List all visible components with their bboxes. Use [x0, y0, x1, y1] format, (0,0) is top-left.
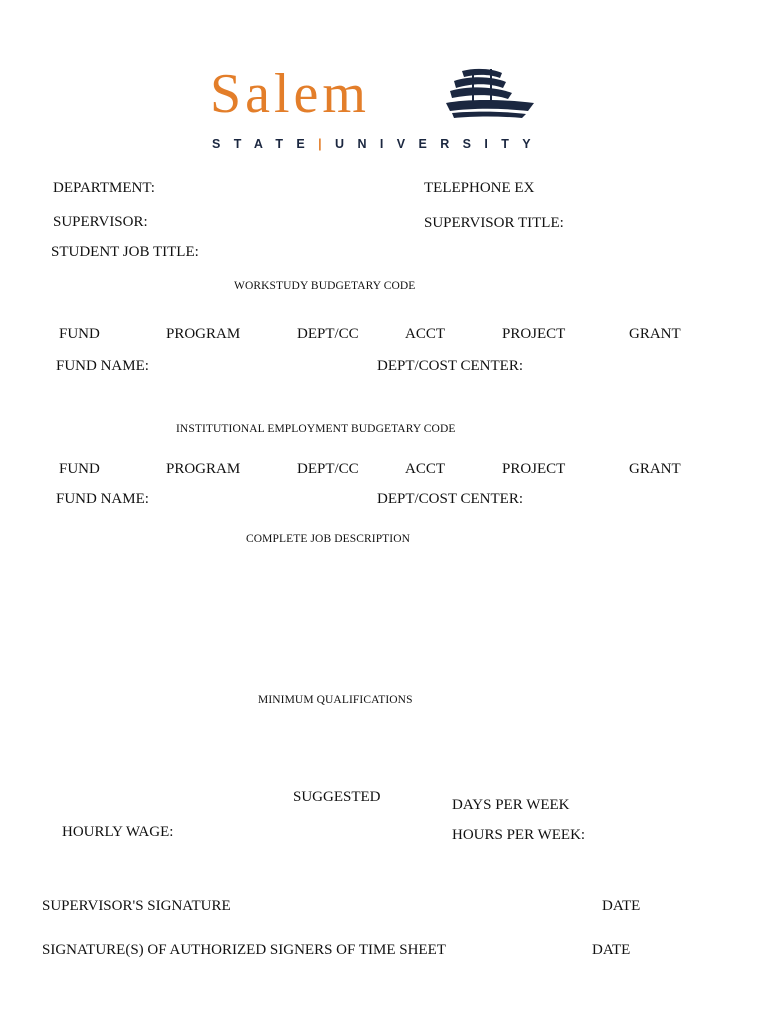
- ie-fund-name-label: FUND NAME:: [56, 491, 149, 507]
- hours-per-week-label: HOURS PER WEEK:: [452, 827, 586, 843]
- supervisor-title-label: SUPERVISOR TITLE:: [424, 215, 564, 231]
- ie-project-label: PROJECT: [502, 461, 566, 477]
- ws-deptcc-label: DEPT/CC: [297, 326, 359, 342]
- ie-fund-label: FUND: [59, 461, 100, 477]
- ws-program-label: PROGRAM: [166, 326, 241, 342]
- supervisor-label: SUPERVISOR:: [53, 214, 148, 230]
- qualifications-heading: MINIMUM QUALIFICATIONS: [258, 694, 413, 706]
- ie-grant-label: GRANT: [629, 461, 681, 477]
- student-job-title-label: STUDENT JOB TITLE:: [51, 244, 199, 260]
- ie-program-label: PROGRAM: [166, 461, 241, 477]
- logo-sub-left: STATE: [212, 137, 319, 151]
- institutional-heading: INSTITUTIONAL EMPLOYMENT BUDGETARY CODE: [176, 423, 456, 435]
- date-label-2: DATE: [592, 942, 631, 958]
- ship-icon: [442, 67, 538, 121]
- ws-fund-label: FUND: [59, 326, 100, 342]
- telephone-label: TELEPHONE EX: [424, 180, 535, 196]
- ws-fund-name-label: FUND NAME:: [56, 358, 149, 374]
- department-label: DEPARTMENT:: [53, 180, 155, 196]
- ie-dept-cost-center-label: DEPT/COST CENTER:: [377, 491, 523, 507]
- logo-name: Salem: [210, 63, 370, 125]
- ws-grant-label: GRANT: [629, 326, 681, 342]
- ie-acct-label: ACCT: [405, 461, 446, 477]
- logo-separator: |: [318, 137, 336, 151]
- ie-deptcc-label: DEPT/CC: [297, 461, 359, 477]
- ws-dept-cost-center-label: DEPT/COST CENTER:: [377, 358, 523, 374]
- workstudy-heading: WORKSTUDY BUDGETARY CODE: [234, 280, 416, 292]
- suggested-label: SUGGESTED: [293, 789, 381, 805]
- days-per-week-label: DAYS PER WEEK: [452, 797, 570, 813]
- job-description-heading: COMPLETE JOB DESCRIPTION: [246, 533, 411, 545]
- supervisor-signature-label: SUPERVISOR'S SIGNATURE: [42, 898, 231, 914]
- ws-project-label: PROJECT: [502, 326, 566, 342]
- logo-sub-right: UNIVERSITY: [335, 137, 545, 151]
- hourly-wage-label: HOURLY WAGE:: [62, 824, 174, 840]
- date-label-1: DATE: [602, 898, 641, 914]
- ws-acct-label: ACCT: [405, 326, 446, 342]
- authorized-signers-label: SIGNATURE(S) OF AUTHORIZED SIGNERS OF TIME SHEET: [42, 942, 446, 958]
- logo-subtitle: [212, 137, 544, 151]
